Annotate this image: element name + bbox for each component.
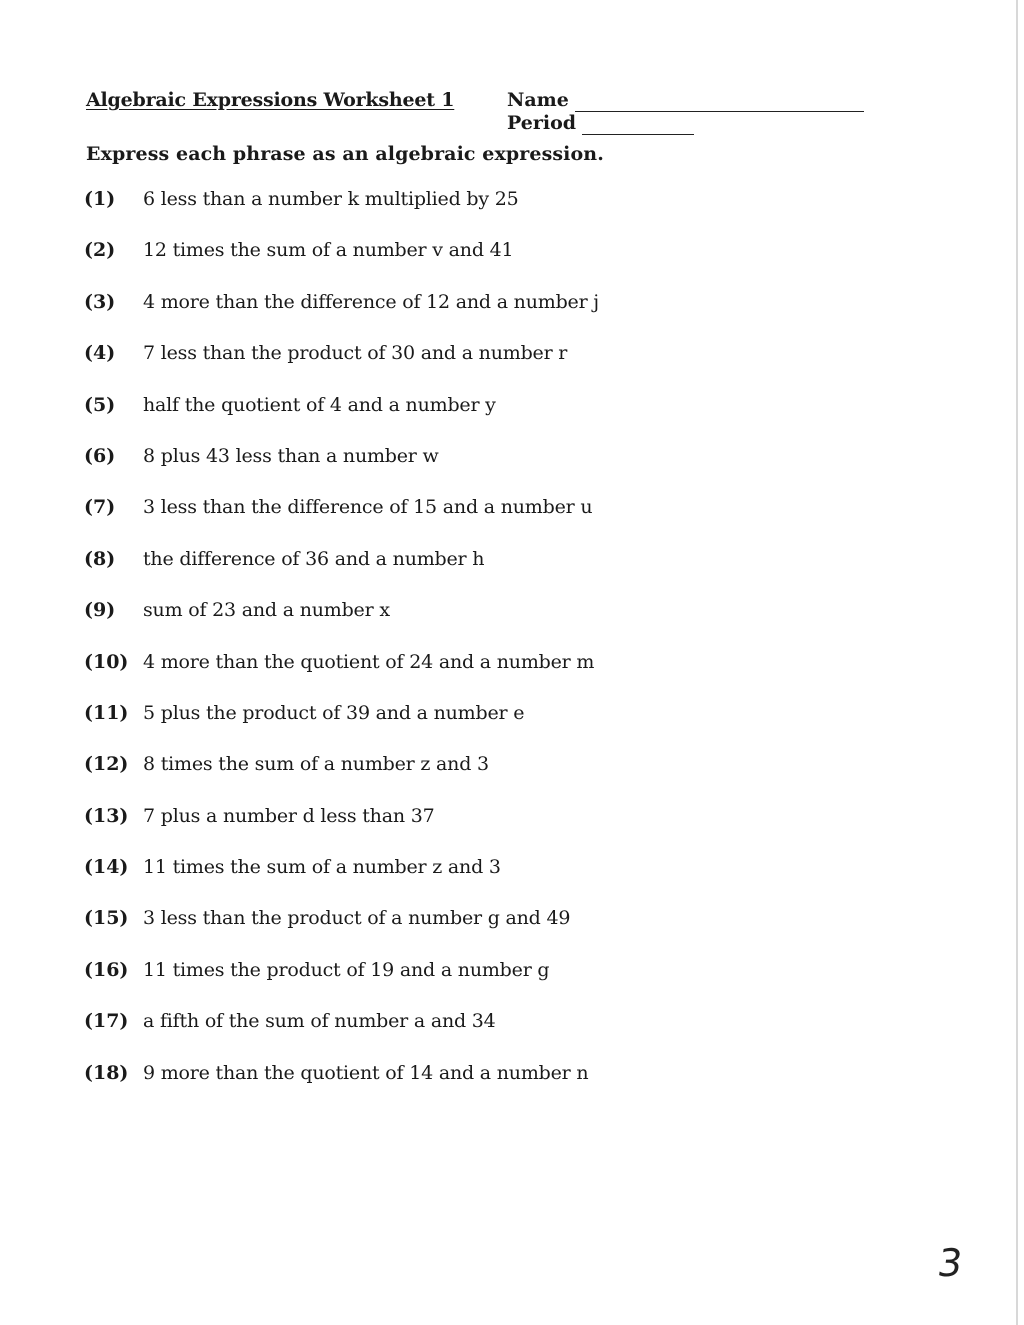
handwritten-page-number: 3	[934, 1241, 966, 1285]
problem-number: (14)	[84, 856, 129, 879]
problem-item	[84, 1062, 599, 1113]
problem-text: 3 less than the product of a number g and 49	[143, 907, 571, 930]
problem-item	[84, 599, 599, 650]
problem-number: (13)	[84, 804, 129, 827]
problem-item	[84, 907, 599, 958]
problem-number: (12)	[84, 753, 129, 776]
period-row	[507, 112, 864, 135]
problem-item	[84, 188, 599, 239]
problem-number: (15)	[84, 907, 129, 930]
problem-number: (10)	[84, 650, 129, 673]
problem-item	[84, 394, 599, 445]
problem-text: 3 less than the difference of 15 and a number u	[143, 496, 593, 519]
problem-number: (18)	[84, 1061, 129, 1084]
period-field-line	[582, 116, 694, 135]
problem-text: 8 plus 43 less than a number w	[143, 444, 439, 467]
problem-item	[84, 805, 599, 856]
scan-edge	[1016, 0, 1018, 1325]
problem-number: (11)	[84, 701, 129, 724]
problem-text: 8 times the sum of a number z and 3	[143, 753, 489, 776]
problem-text: half the quotient of 4 and a number y	[143, 393, 496, 416]
name-label: Name	[507, 89, 569, 111]
problem-item	[84, 445, 599, 496]
name-row	[507, 89, 864, 112]
problem-text: 12 times the sum of a number v and 41	[143, 239, 514, 262]
problem-item	[84, 959, 599, 1010]
problem-item	[84, 342, 599, 393]
problem-text: sum of 23 and a number x	[143, 599, 390, 622]
problem-number: (1)	[84, 188, 116, 210]
problem-item	[84, 753, 599, 804]
problem-number: (5)	[84, 393, 116, 416]
period-label: Period	[507, 112, 577, 134]
problem-item	[84, 291, 599, 342]
problem-number: (17)	[84, 1010, 129, 1033]
instructions: Express each phrase as an algebraic expression.	[86, 143, 604, 165]
problem-text: 7 plus a number d less than 37	[143, 804, 435, 827]
problem-text: 5 plus the product of 39 and a number e	[143, 701, 525, 724]
student-info-block	[507, 89, 864, 135]
problem-number: (8)	[84, 547, 116, 570]
name-field-line	[575, 93, 864, 112]
problem-number: (16)	[84, 958, 129, 981]
problem-item	[84, 856, 599, 907]
problem-list	[84, 188, 599, 1113]
problem-number: (2)	[84, 239, 116, 262]
problem-item	[84, 239, 599, 290]
problem-number: (6)	[84, 444, 116, 467]
problem-text: a fifth of the sum of number a and 34	[143, 1010, 496, 1033]
problem-text: 9 more than the quotient of 14 and a number n	[143, 1061, 589, 1084]
problem-item	[84, 496, 599, 547]
problem-item	[84, 702, 599, 753]
problem-number: (9)	[84, 599, 116, 622]
problem-item	[84, 1010, 599, 1061]
worksheet-title: Algebraic Expressions Worksheet 1	[86, 89, 455, 111]
problem-number: (3)	[84, 290, 116, 313]
problem-text: 4 more than the quotient of 24 and a number m	[143, 650, 595, 673]
problem-item	[84, 651, 599, 702]
problem-number: (4)	[84, 342, 116, 365]
problem-text: 11 times the product of 19 and a number g	[143, 958, 550, 981]
problem-text: 7 less than the product of 30 and a number r	[143, 342, 568, 365]
problem-text: 11 times the sum of a number z and 3	[143, 856, 501, 879]
problem-item	[84, 548, 599, 599]
problem-text: 4 more than the difference of 12 and a number j	[143, 290, 599, 313]
problem-text: the difference of 36 and a number h	[143, 547, 485, 570]
problem-text: 6 less than a number k multiplied by 25	[143, 188, 519, 210]
problem-number: (7)	[84, 496, 116, 519]
